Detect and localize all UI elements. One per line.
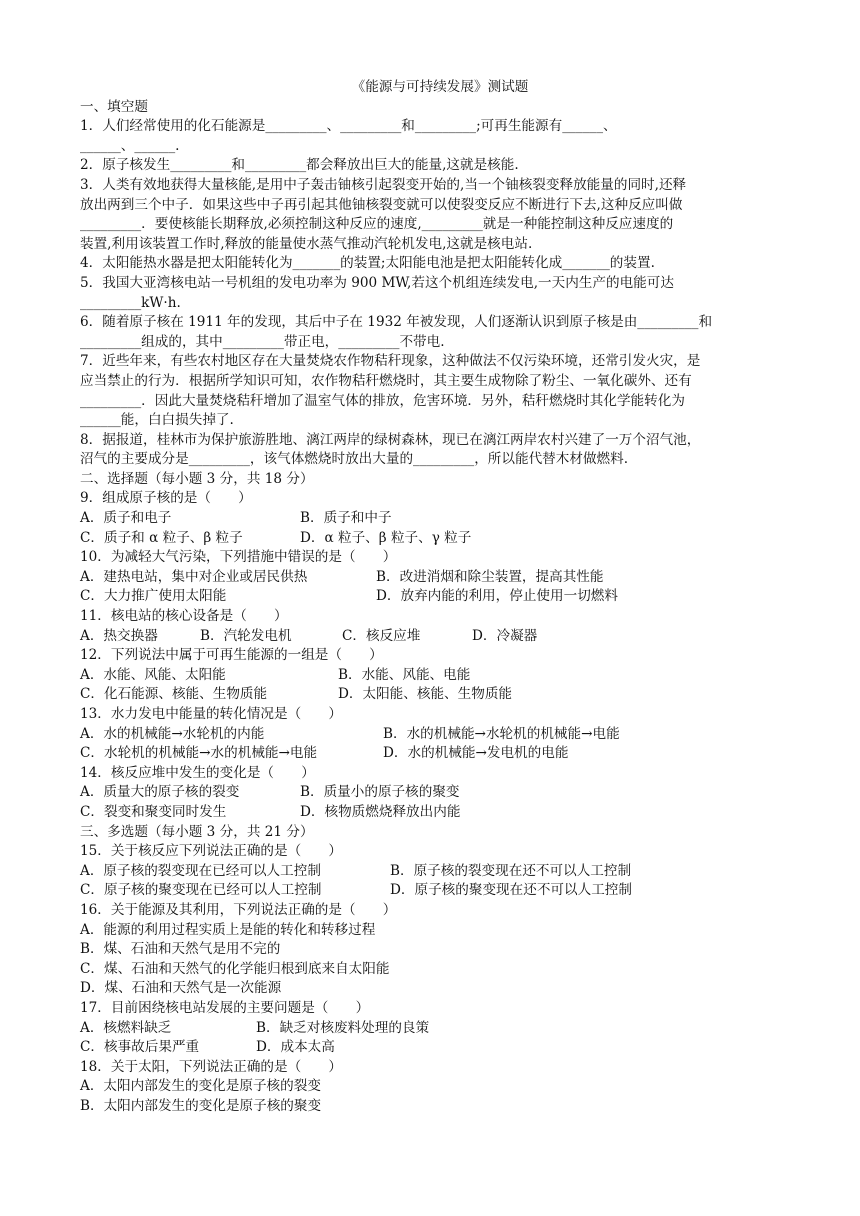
option-row — [80, 529, 780, 549]
question-line: ______、______. — [80, 137, 180, 154]
option-row — [80, 1019, 780, 1039]
question-line: 放出两到三个中子．如果这些中子再引起其他铀核裂变就可以使裂变反应不断进行下去,这种反应叫做 — [80, 196, 683, 213]
section-heading: 一、填空题 — [80, 98, 148, 115]
question-stem: 9．组成原子核的是（ ） — [80, 490, 252, 507]
question-line: _________组成的，其中_________带正电，_________不带电. — [80, 333, 445, 350]
question-line: 2．原子核发生_________和_________都会释放出巨大的能量,这就是核能. — [80, 157, 519, 174]
option-row — [80, 666, 780, 686]
question-stem: 10．为减轻大气污染，下列措施中错误的是（ ） — [80, 549, 397, 566]
question-stem: 14．核反应堆中发生的变化是（ ） — [80, 764, 315, 781]
option: A．能源的利用过程实质上是能的转化和转移过程 — [80, 921, 376, 938]
question-line: 应当禁止的行为．根据所学知识可知，农作物秸秆燃烧时，其主要生成物除了粉尘、一氧化碳外、还有 — [80, 372, 692, 389]
option-row — [80, 862, 780, 882]
question-line: _________．要使核能长期释放,必须控制这种反应的速度,_________就是一种能控制这种反应速度的 — [80, 216, 674, 233]
question-line: _________kW·h. — [80, 294, 181, 311]
option-row — [80, 1077, 780, 1097]
option-row — [80, 940, 780, 960]
option: D．水的机械能→发电机的电能 — [383, 745, 569, 762]
question-line: 4．太阳能热水器是把太阳能转化为_______的装置;太阳能电池是把太阳能转化成_______的装置. — [80, 255, 655, 272]
question-line: 8．据报道，桂林市为保护旅游胜地、漓江两岸的绿树森林，现已在漓江两岸农村兴建了一万个沼气池， — [80, 431, 701, 448]
option-row — [80, 881, 780, 901]
option: C．煤、石油和天然气的化学能归根到底来自太阳能 — [80, 960, 390, 977]
option-row — [80, 921, 780, 941]
option: B．水能、风能、电能 — [338, 666, 471, 683]
option: B．质量小的原子核的聚变 — [300, 784, 460, 801]
question-stem: 12．下列说法中属于可再生能源的一组是（ ） — [80, 647, 383, 664]
option: B．汽轮发电机 — [200, 627, 292, 644]
option: D．原子核的聚变现在还不可以人工控制 — [390, 882, 632, 899]
option: A．原子核的裂变现在已经可以人工控制 — [80, 862, 321, 879]
option: A．核燃料缺乏 — [80, 1019, 172, 1036]
option: D．太阳能、核能、生物质能 — [338, 686, 513, 703]
question-line: 7．近些年来，有些农村地区存在大量焚烧农作物秸秆现象，这种做法不仅污染环境，还常引发火灾，是 — [80, 353, 701, 370]
option-row — [80, 568, 780, 588]
question-line: 3．人类有效地获得大量核能,是用中子轰击铀核引起裂变开始的,当一个铀核裂变释放能量的同时,还释 — [80, 176, 687, 193]
option-row — [80, 1038, 780, 1058]
option-row — [80, 627, 780, 647]
option-row — [80, 587, 780, 607]
question-line: 6．随着原子核在 1911 年的发现，其后中子在 1932 年被发现，人们逐渐认识到原子核是由_________和 — [80, 314, 713, 331]
option: C．质子和 α 粒子、β 粒子 — [80, 529, 243, 546]
option: D．成本太高 — [256, 1039, 335, 1056]
question-line: _________．因此大量焚烧秸秆增加了温室气体的排放，危害环境．另外，秸秆燃烧时其化学能转化为 — [80, 392, 685, 409]
question-line: 1．人们经常使用的化石能源是_________、_________和_________;可再生能源有______、 — [80, 118, 617, 135]
option: B．水的机械能→水轮机的机械能→电能 — [383, 725, 620, 742]
question-stem: 11．核电站的核心设备是（ ） — [80, 608, 288, 625]
option: D．放弃内能的利用，停止使用一切燃料 — [376, 588, 618, 605]
question-line: 沼气的主要成分是_________，该气体燃烧时放出大量的_________，所以能代替木材做燃料. — [80, 451, 629, 468]
option-row — [80, 1097, 780, 1117]
option: C．原子核的聚变现在已经可以人工控制 — [80, 882, 322, 899]
option-row — [80, 685, 780, 705]
option-row — [80, 509, 780, 529]
option: A．水的机械能→水轮机的内能 — [80, 725, 265, 742]
option: A．太阳内部发生的变化是原子核的裂变 — [80, 1078, 321, 1095]
option-row — [80, 960, 780, 980]
section-heading: 三、多选题（每小题 3 分，共 21 分） — [80, 823, 314, 840]
option-row — [80, 979, 780, 999]
option: C．核事故后果严重 — [80, 1039, 200, 1056]
question-stem: 13．水力发电中能量的转化情况是（ ） — [80, 706, 342, 722]
option: D．核物质燃烧释放出内能 — [300, 803, 461, 820]
option: D．冷凝器 — [472, 627, 538, 644]
document-body — [80, 98, 780, 1117]
option: C．大力推广使用太阳能 — [80, 588, 227, 605]
option: A．水能、风能、太阳能 — [80, 666, 226, 683]
option-row — [80, 803, 780, 823]
option: B．煤、石油和天然气是用不完的 — [80, 941, 281, 958]
question-stem: 16．关于能源及其利用，下列说法正确的是（ ） — [80, 901, 397, 918]
section-heading: 二、选择题（每小题 3 分，共 18 分） — [80, 470, 314, 487]
option: D．α 粒子、β 粒子、γ 粒子 — [300, 529, 472, 546]
option: A．质量大的原子核的裂变 — [80, 784, 240, 801]
option: B．太阳内部发生的变化是原子核的聚变 — [80, 1097, 322, 1114]
option: A．建热电站，集中对企业或居民供热 — [80, 568, 308, 585]
option: A．质子和电子 — [80, 510, 172, 527]
question-line: 装置,利用该装置工作时,释放的能量使水蒸气推动汽轮机发电,这就是核电站. — [80, 235, 533, 252]
question-stem: 18．关于太阳，下列说法正确的是（ ） — [80, 1058, 342, 1075]
option-row — [80, 725, 780, 745]
question-line: 5．我国大亚湾核电站一号机组的发电功率为 900 MW,若这个机组连续发电,一天内生产的电能可达 — [80, 274, 674, 291]
option: A．热交换器 — [80, 627, 158, 644]
option-row — [80, 744, 780, 764]
option: C．水轮机的机械能→水的机械能→电能 — [80, 745, 318, 762]
option: D．煤、石油和天然气是一次能源 — [80, 980, 282, 997]
question-stem: 17．目前困绕核电站发展的主要问题是（ ） — [80, 999, 370, 1016]
question-line: ______能，白白损失掉了. — [80, 412, 234, 429]
option: B．缺乏对核废料处理的良策 — [256, 1019, 430, 1036]
document-title: 《能源与可持续发展》测试题 — [351, 79, 529, 95]
option: B．改进消烟和除尘装置，提高其性能 — [376, 568, 604, 585]
option: B．质子和中子 — [300, 510, 392, 527]
option: B．原子核的裂变现在还不可以人工控制 — [390, 862, 632, 879]
option: C．化石能源、核能、生物质能 — [80, 686, 268, 703]
option: C．裂变和聚变同时发生 — [80, 803, 227, 820]
question-stem: 15．关于核反应下列说法正确的是（ ） — [80, 843, 342, 860]
option-row — [80, 783, 780, 803]
option: C．核反应堆 — [342, 627, 421, 644]
